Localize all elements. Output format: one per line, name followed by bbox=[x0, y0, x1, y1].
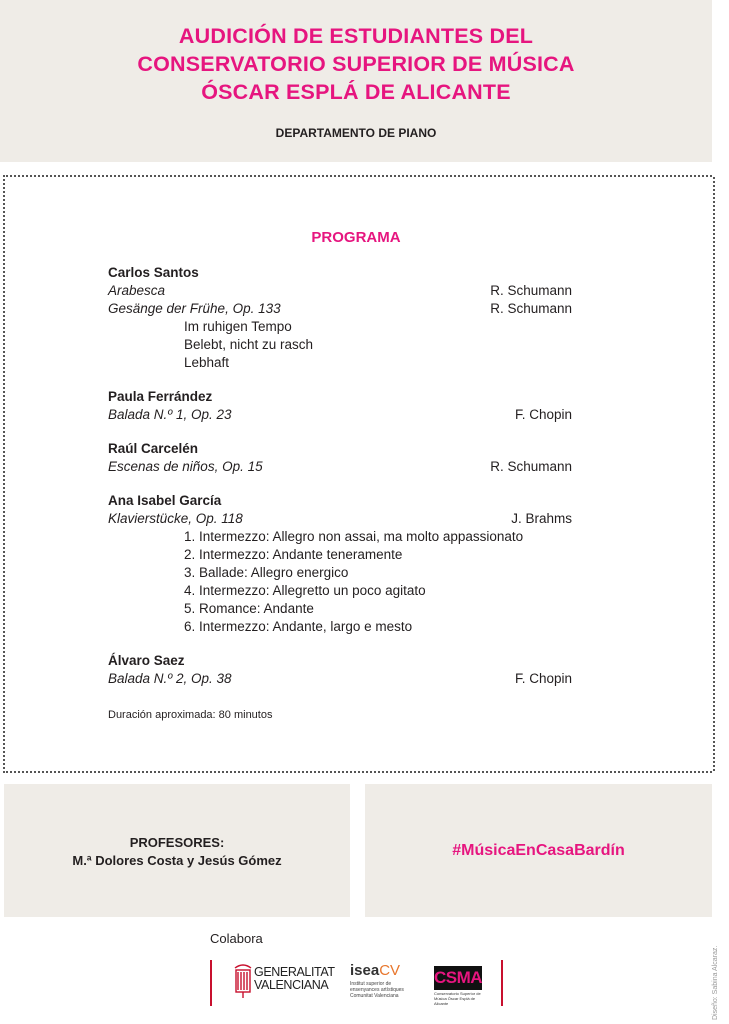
program-list bbox=[108, 264, 578, 704]
performer-name: Raúl Carcelén bbox=[108, 441, 199, 456]
movement-item: 2. Intermezzo: Andante teneramente bbox=[184, 547, 403, 562]
work-row bbox=[108, 406, 578, 424]
professors-names: M.ª Dolores Costa y Jesús Gómez bbox=[72, 853, 282, 868]
gv-line1: GENERALITAT bbox=[254, 965, 335, 979]
work-composer: R. Schumann bbox=[490, 283, 572, 298]
movement-item: Belebt, nicht zu rasch bbox=[184, 337, 314, 352]
movement-item: 5. Romance: Andante bbox=[184, 601, 314, 616]
performer-name: Álvaro Saez bbox=[108, 653, 185, 668]
design-credit: Diseño: Sabina Alcaraz. bbox=[712, 945, 719, 1020]
logo-divider bbox=[501, 960, 503, 1006]
csma-logo-text: CSMA bbox=[434, 968, 483, 987]
isea-subtitle: Institut superior de ensenyances artístiques Comunitat Valenciana bbox=[350, 981, 404, 999]
work-composer: F. Chopin bbox=[514, 671, 572, 686]
isea-name-b: CV bbox=[379, 962, 401, 979]
movement-item: 6. Intermezzo: Andante, largo e mesto bbox=[184, 619, 413, 634]
performer-name: Carlos Santos bbox=[108, 265, 199, 280]
work-title: Balada N.º 2, Op. 38 bbox=[108, 671, 232, 686]
logo-divider bbox=[210, 960, 212, 1006]
generalitat-crest-icon bbox=[232, 962, 254, 1004]
title-line: AUDICIÓN DE ESTUDIANTES DEL bbox=[178, 24, 534, 48]
hashtag-link[interactable]: #MúsicaEnCasaBardín bbox=[452, 842, 625, 859]
work-row bbox=[108, 510, 578, 528]
work-title: Klavierstücke, Op. 118 bbox=[108, 511, 243, 526]
work-composer: R. Schumann bbox=[490, 459, 572, 474]
work-title: Arabesca bbox=[108, 283, 166, 298]
work-row bbox=[108, 300, 578, 318]
performer-block bbox=[108, 264, 578, 372]
work-row bbox=[108, 458, 578, 476]
isea-name-a: isea bbox=[350, 962, 380, 979]
professors-panel bbox=[4, 784, 350, 917]
performer-block bbox=[108, 388, 578, 424]
work-title: Gesänge der Frühe, Op. 133 bbox=[108, 301, 281, 316]
work-title: Escenas de niños, Op. 15 bbox=[108, 459, 263, 474]
isea-logo bbox=[350, 962, 400, 979]
duration-note: Duración aproximada: 80 minutos bbox=[108, 709, 273, 721]
professors-label: PROFESORES: bbox=[129, 835, 225, 850]
title-line: ÓSCAR ESPLÁ DE ALICANTE bbox=[201, 80, 511, 104]
performer-name: Ana Isabel García bbox=[108, 493, 222, 508]
work-row bbox=[108, 670, 578, 688]
work-composer: F. Chopin bbox=[514, 407, 572, 422]
work-title: Balada N.º 1, Op. 23 bbox=[108, 407, 232, 422]
work-composer: J. Brahms bbox=[511, 511, 572, 526]
performer-block bbox=[108, 492, 578, 636]
work-row bbox=[108, 282, 578, 300]
performer-name: Paula Ferrández bbox=[108, 389, 213, 404]
program-title: PROGRAMA bbox=[311, 229, 401, 246]
csma-subtitle: Conservatorio Superior de Música Óscar Esplá de Alicante bbox=[434, 991, 481, 1006]
movement-item: 1. Intermezzo: Allegro non assai, ma molto appassionato bbox=[184, 529, 524, 544]
department-label: DEPARTAMENTO DE PIANO bbox=[275, 126, 437, 140]
generalitat-logo bbox=[254, 966, 335, 992]
movement-item: Lebhaft bbox=[184, 355, 230, 370]
performer-block bbox=[108, 652, 578, 688]
page-title bbox=[0, 22, 712, 106]
title-line: CONSERVATORIO SUPERIOR DE MÚSICA bbox=[137, 52, 575, 76]
colabora-label: Colabora bbox=[210, 931, 263, 946]
performer-block bbox=[108, 440, 578, 476]
work-composer: R. Schumann bbox=[490, 301, 572, 316]
csma-logo bbox=[434, 967, 482, 989]
movement-item: 4. Intermezzo: Allegretto un poco agitato bbox=[184, 583, 426, 598]
movement-item: 3. Ballade: Allegro energico bbox=[184, 565, 349, 580]
gv-line2: VALENCIANA bbox=[254, 978, 329, 992]
movement-item: Im ruhigen Tempo bbox=[184, 319, 292, 334]
